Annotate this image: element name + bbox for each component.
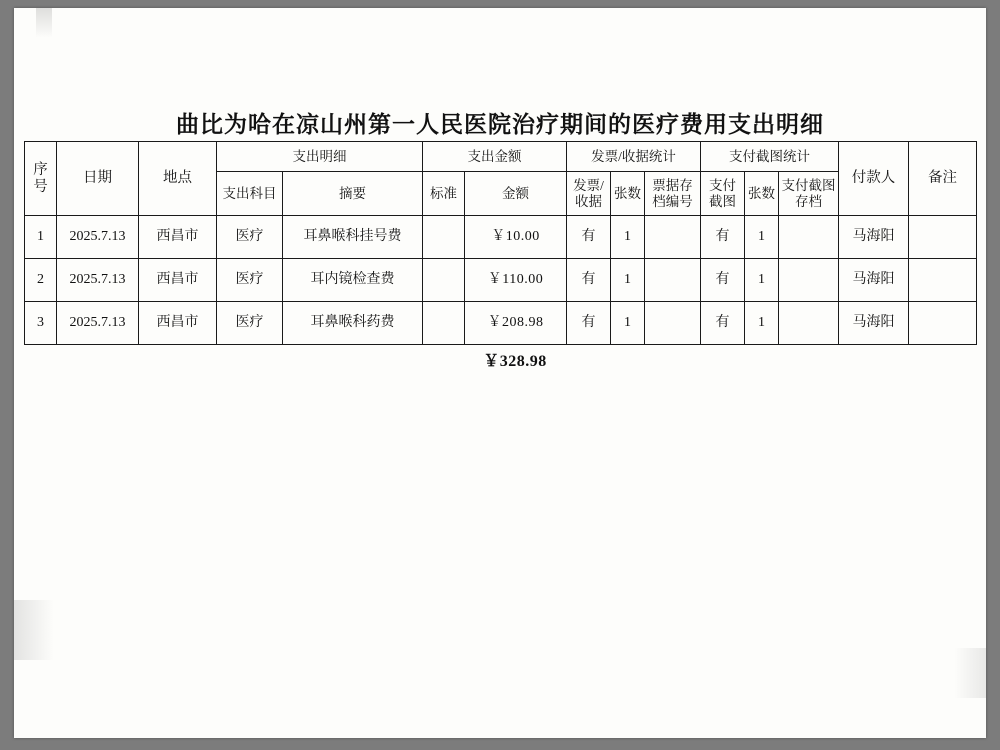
cell-standard <box>423 216 465 259</box>
cell-date: 2025.7.13 <box>57 216 139 259</box>
cell-screenshot-count: 1 <box>745 216 779 259</box>
cell-remark <box>909 259 977 302</box>
header-remark: 备注 <box>909 142 977 216</box>
cell-remark <box>909 216 977 259</box>
cell-date: 2025.7.13 <box>57 259 139 302</box>
cell-screenshot-count: 1 <box>745 259 779 302</box>
cell-invoice-count: 1 <box>611 259 645 302</box>
cell-subject: 医疗 <box>217 259 283 302</box>
total-amount: ￥328.98 <box>483 353 547 370</box>
cell-invoice: 有 <box>567 302 611 345</box>
cell-standard <box>423 259 465 302</box>
cell-screenshot-archive <box>779 259 839 302</box>
cell-invoice: 有 <box>567 216 611 259</box>
scan-artifact-top <box>36 8 52 38</box>
table-row <box>25 216 977 259</box>
cell-invoice-count: 1 <box>611 216 645 259</box>
header-date: 日期 <box>57 142 139 216</box>
cell-money: ￥110.00 <box>465 259 567 302</box>
table-header-row-group <box>25 142 977 172</box>
cell-place: 西昌市 <box>139 259 217 302</box>
cell-seq: 1 <box>25 216 57 259</box>
document-page <box>14 8 986 738</box>
cell-invoice-archive <box>645 302 701 345</box>
header-summary: 摘要 <box>283 172 423 216</box>
cell-remark <box>909 302 977 345</box>
table-body <box>25 216 977 345</box>
cell-invoice-archive <box>645 259 701 302</box>
cell-payer: 马海阳 <box>839 216 909 259</box>
header-screenshot-count: 张数 <box>745 172 779 216</box>
page-title: 曲比为哈在凉山州第一人民医院治疗期间的医疗费用支出明细 <box>176 112 824 137</box>
cell-payer: 马海阳 <box>839 259 909 302</box>
header-place: 地点 <box>139 142 217 216</box>
header-invoice-group: 发票/收据统计 <box>567 142 701 172</box>
cell-subject: 医疗 <box>217 302 283 345</box>
cell-date: 2025.7.13 <box>57 302 139 345</box>
cell-screenshot-archive <box>779 216 839 259</box>
cell-money: ￥10.00 <box>465 216 567 259</box>
header-amount-group: 支出金额 <box>423 142 567 172</box>
cell-screenshot-count: 1 <box>745 302 779 345</box>
header-screenshot-archive: 支付截图存档 <box>779 172 839 216</box>
header-screenshot: 支付截图 <box>701 172 745 216</box>
header-standard: 标准 <box>423 172 465 216</box>
cell-screenshot-archive <box>779 302 839 345</box>
cell-place: 西昌市 <box>139 302 217 345</box>
table-header <box>25 142 977 216</box>
header-subject: 支出科目 <box>217 172 283 216</box>
header-invoice: 发票/收据 <box>567 172 611 216</box>
header-invoice-archive: 票据存档编号 <box>645 172 701 216</box>
header-seq: 序号 <box>25 142 57 216</box>
cell-money: ￥208.98 <box>465 302 567 345</box>
header-payment-group: 支付截图统计 <box>701 142 839 172</box>
cell-invoice: 有 <box>567 259 611 302</box>
cell-summary: 耳内镜检查费 <box>283 259 423 302</box>
cell-screenshot: 有 <box>701 259 745 302</box>
header-payer: 付款人 <box>839 142 909 216</box>
header-money: 金额 <box>465 172 567 216</box>
cell-screenshot: 有 <box>701 216 745 259</box>
total-amount-row <box>14 348 986 371</box>
header-detail-group: 支出明细 <box>217 142 423 172</box>
cell-standard <box>423 302 465 345</box>
table-row <box>25 302 977 345</box>
table-row <box>25 259 977 302</box>
cell-subject: 医疗 <box>217 216 283 259</box>
cell-screenshot: 有 <box>701 302 745 345</box>
cell-place: 西昌市 <box>139 216 217 259</box>
cell-payer: 马海阳 <box>839 302 909 345</box>
cell-seq: 2 <box>25 259 57 302</box>
cell-invoice-count: 1 <box>611 302 645 345</box>
cell-summary: 耳鼻喉科药费 <box>283 302 423 345</box>
header-invoice-count: 张数 <box>611 172 645 216</box>
scan-artifact-left <box>14 600 54 660</box>
expense-table <box>24 141 977 345</box>
cell-seq: 3 <box>25 302 57 345</box>
scan-artifact-right <box>954 648 986 698</box>
cell-invoice-archive <box>645 216 701 259</box>
cell-summary: 耳鼻喉科挂号费 <box>283 216 423 259</box>
